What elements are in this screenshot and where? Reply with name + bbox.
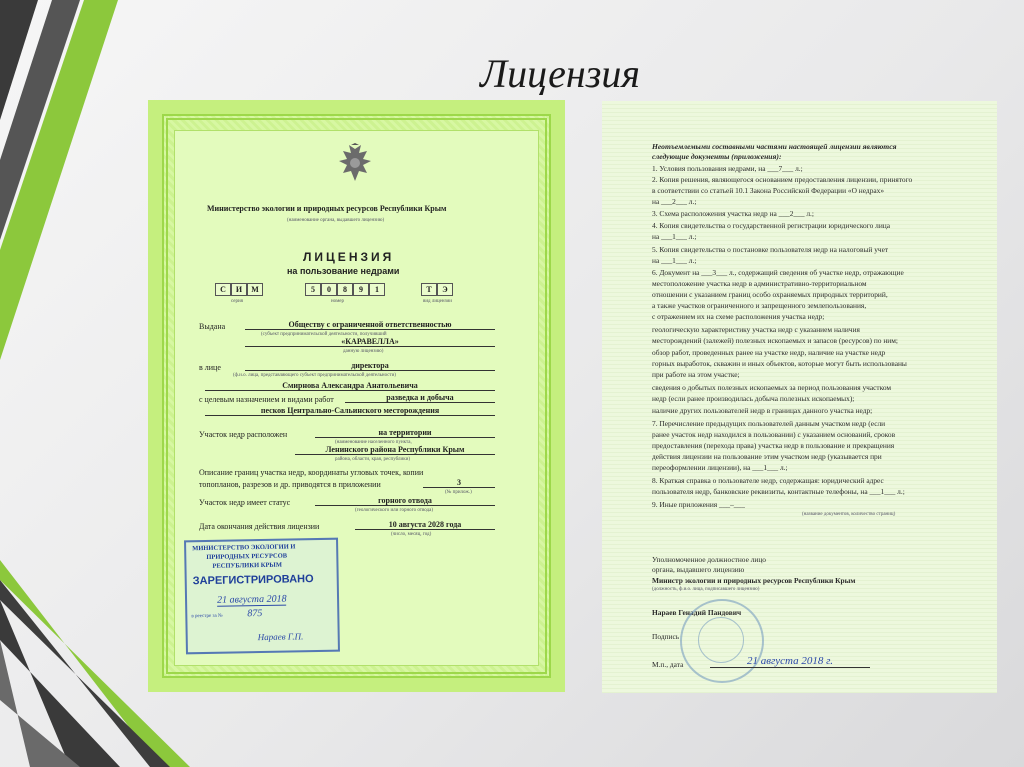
appendix-line: 7. Перечисление предыдущих пользователей данным участком недр (если — [652, 419, 886, 428]
appendix-line: 8. Краткая справка о пользователе недр, содержащая: юридический адрес — [652, 476, 884, 485]
appendix-line: ранее участок недр находился в пользовании) с указанием оснований, сроков — [652, 430, 896, 439]
appendix-line: 3. Схема расположения участка недр на ___2___ л.; — [652, 209, 814, 218]
expiry-caption: (число, месяц, год) — [391, 532, 432, 537]
appendix-line: с отражением их на схеме расположения участка недр; — [652, 312, 825, 321]
license-subtitle: на пользование недрами — [287, 266, 400, 276]
official-label-1: Уполномоченное должностное лицо — [652, 555, 766, 564]
series-box: С — [215, 283, 231, 296]
appendix-line: 4. Копия свидетельства о государственной регистрации юридического лица — [652, 221, 891, 230]
expiry-label: Дата окончания действия лицензии — [199, 522, 320, 531]
purpose-label: с целевым назначением и видами работ — [199, 395, 334, 404]
person-name: Смирнова Александра Анатольевича — [205, 382, 495, 391]
appendix-line: 2. Копия решения, являющегося основанием предоставления лицензии, принятого — [652, 175, 913, 184]
appendix-line: на ___1___ л.; — [652, 232, 697, 241]
stamp-reg-number: 875 — [247, 607, 263, 620]
appendix-line: при работе на этом участке; — [652, 370, 740, 379]
appendix-line: горных выработок, скважин и иных объектов, которые могут быть использованы — [652, 359, 907, 368]
number-box: 5 — [305, 283, 321, 296]
appendix-line: недр (если ранее производилась добыча полезных ископаемых); — [652, 394, 855, 403]
number-box: 9 — [353, 283, 369, 296]
license-body — [174, 130, 539, 666]
series-box: М — [247, 283, 263, 296]
appendix-line: действия лицензии на пользование этим участком недр (указывается при — [652, 452, 882, 461]
signature-label: Подпись — [652, 632, 680, 641]
appendix-header-2: следующие документы (приложения): — [652, 152, 782, 161]
signing-date: 21 августа 2018 г. — [710, 656, 870, 668]
status-label: Участок недр имеет статус — [199, 498, 291, 507]
appendix-line: а также участков ограниченного и запрещенного землепользования, — [652, 301, 867, 310]
company-name: «КАРАВЕЛЛА» — [245, 338, 495, 347]
license-front-page — [148, 100, 565, 692]
number-box: 8 — [337, 283, 353, 296]
stamp-line-3: РЕСПУБЛИКИ КРЫМ — [212, 561, 282, 570]
appendix-line: предоставления (перехода права) участка недр в пользование и прекращения — [652, 441, 895, 450]
appendix-line: 6. Документ на ___3___ л., содержащий сведения об участке недр, отражающие — [652, 268, 904, 277]
ministry-name: Министерство экологии и природных ресурсов Республики Крым — [207, 204, 447, 213]
series-box: И — [231, 283, 247, 296]
coat-of-arms-icon — [335, 143, 375, 185]
appendix-line: в соответствии со статьей 10.1 Закона Российской Федерации «О недрах» — [652, 186, 885, 195]
purpose-1: разведка и добыча — [345, 394, 495, 403]
number-label: номер — [331, 299, 344, 304]
appendix-line: месторождений (залежей) полезных ископаемых и запасов (ресурсов) по ним; — [652, 336, 898, 345]
description-line-1: Описание границ участка недр, координаты угловых точек, копии — [199, 468, 424, 477]
registration-stamp — [184, 538, 340, 655]
slide-title: Лицензия — [480, 51, 640, 96]
appendix-line: геологическую характеристику участка недр с указанием наличия — [652, 325, 860, 334]
status-caption: (геологического или горного отвода) — [355, 508, 434, 513]
official-label-2: органа, выдавшего лицензию — [652, 565, 745, 574]
location-2: Ленинского района Республики Крым — [295, 446, 495, 455]
official-org: Министр экологии и природных ресурсов Республики Крым — [652, 576, 856, 585]
date-label: М.п., дата — [652, 660, 684, 669]
appendix-line: 1. Условия пользования недрами, на ___7___ л.; — [652, 164, 803, 173]
license-back-page — [602, 101, 997, 693]
stamp-registered: ЗАРЕГИСТРИРОВАНО — [192, 573, 314, 588]
description-line-2: топопланов, разрезов и др. приводятся в приложении — [199, 480, 381, 489]
number-box: 0 — [321, 283, 337, 296]
series-label: серия — [231, 299, 243, 304]
other-appendix-caption: (название документов, количество страниц) — [802, 512, 896, 517]
appendix-line: переоформлении лицензии), на ___1___ л.; — [652, 463, 788, 472]
issued-label: Выдана — [199, 322, 226, 331]
person-label: в лице — [199, 363, 221, 372]
stamp-line-2: ПРИРОДНЫХ РЕСУРСОВ — [206, 552, 288, 561]
position-caption: (ф.и.о. лица, представляющего субъект предпринимательской деятельности) — [233, 373, 396, 378]
number-box: 1 — [369, 283, 385, 296]
appendix-line: наличие других пользователей недр в границах данного участка недр; — [652, 406, 873, 415]
appendix-line: обзор работ, проведенных ранее на участке недр, наличие на участке недр — [652, 348, 886, 357]
location-1: на территории — [315, 429, 495, 438]
appendix-header-1: Неотъемлемыми составными частями настоящей лицензии являются — [652, 142, 897, 151]
appendix-number: 3 — [423, 479, 495, 488]
type-box: Э — [437, 283, 453, 296]
official-name: Нараев Генадий Пандович — [652, 608, 742, 617]
issued-to: Обществу с ограниченной ответственностью — [245, 321, 495, 330]
type-label: вид лицензии — [423, 299, 452, 304]
license-title: ЛИЦЕНЗИЯ — [303, 250, 395, 264]
purpose-2: песков Центрально-Сальинского месторождения — [205, 407, 495, 416]
ministry-caption: (наименование органа, выдавшего лицензию) — [287, 218, 385, 223]
location-label: Участок недр расположен — [199, 430, 288, 439]
official-caption: (должность, ф.и.о. лица, подписавшего лицензию) — [652, 587, 760, 592]
appendix-line: 9. Иные приложения ___–___ — [652, 500, 745, 509]
stamp-date: 21 августа 2018 — [216, 593, 287, 606]
expiry-date: 10 августа 2028 года — [355, 521, 495, 530]
location-caption-2: района, области, края, республики) — [335, 457, 410, 462]
appendix-line: отношении с указанием границ особо охраняемых природных территорий, — [652, 290, 888, 299]
position: директора — [245, 362, 495, 371]
appendix-line: пользователя недр, банковские реквизиты, контактные телефоны, на ___1___ л.; — [652, 487, 905, 496]
status-value: горного отвода — [315, 497, 495, 506]
appendix-line: на ___2___ л.; — [652, 197, 697, 206]
stamp-signer: Нараев Г.П. — [257, 631, 304, 643]
type-box: Т — [421, 283, 437, 296]
appendix-line: сведения о добытых полезных ископаемых за период пользования участком — [652, 383, 892, 392]
issued-caption: (субъект предпринимательской деятельности, получивший — [261, 332, 387, 337]
appendix-line: местоположение участка недр в административно-территориальном — [652, 279, 867, 288]
company-caption: данную лицензию) — [343, 349, 384, 354]
appendix-line: 5. Копия свидетельства о постановке пользователя недр на налоговый учет — [652, 245, 889, 254]
stamp-reg-prefix: в реестре за № — [191, 613, 223, 620]
location-caption: (наименование населенного пункта, — [335, 440, 412, 445]
appendix-line: на ___1___ л.; — [652, 256, 697, 265]
stamp-line-1: МИНИСТЕРСТВО ЭКОЛОГИИ И — [192, 543, 296, 553]
appendix-caption: (№ прилож.) — [445, 490, 472, 495]
